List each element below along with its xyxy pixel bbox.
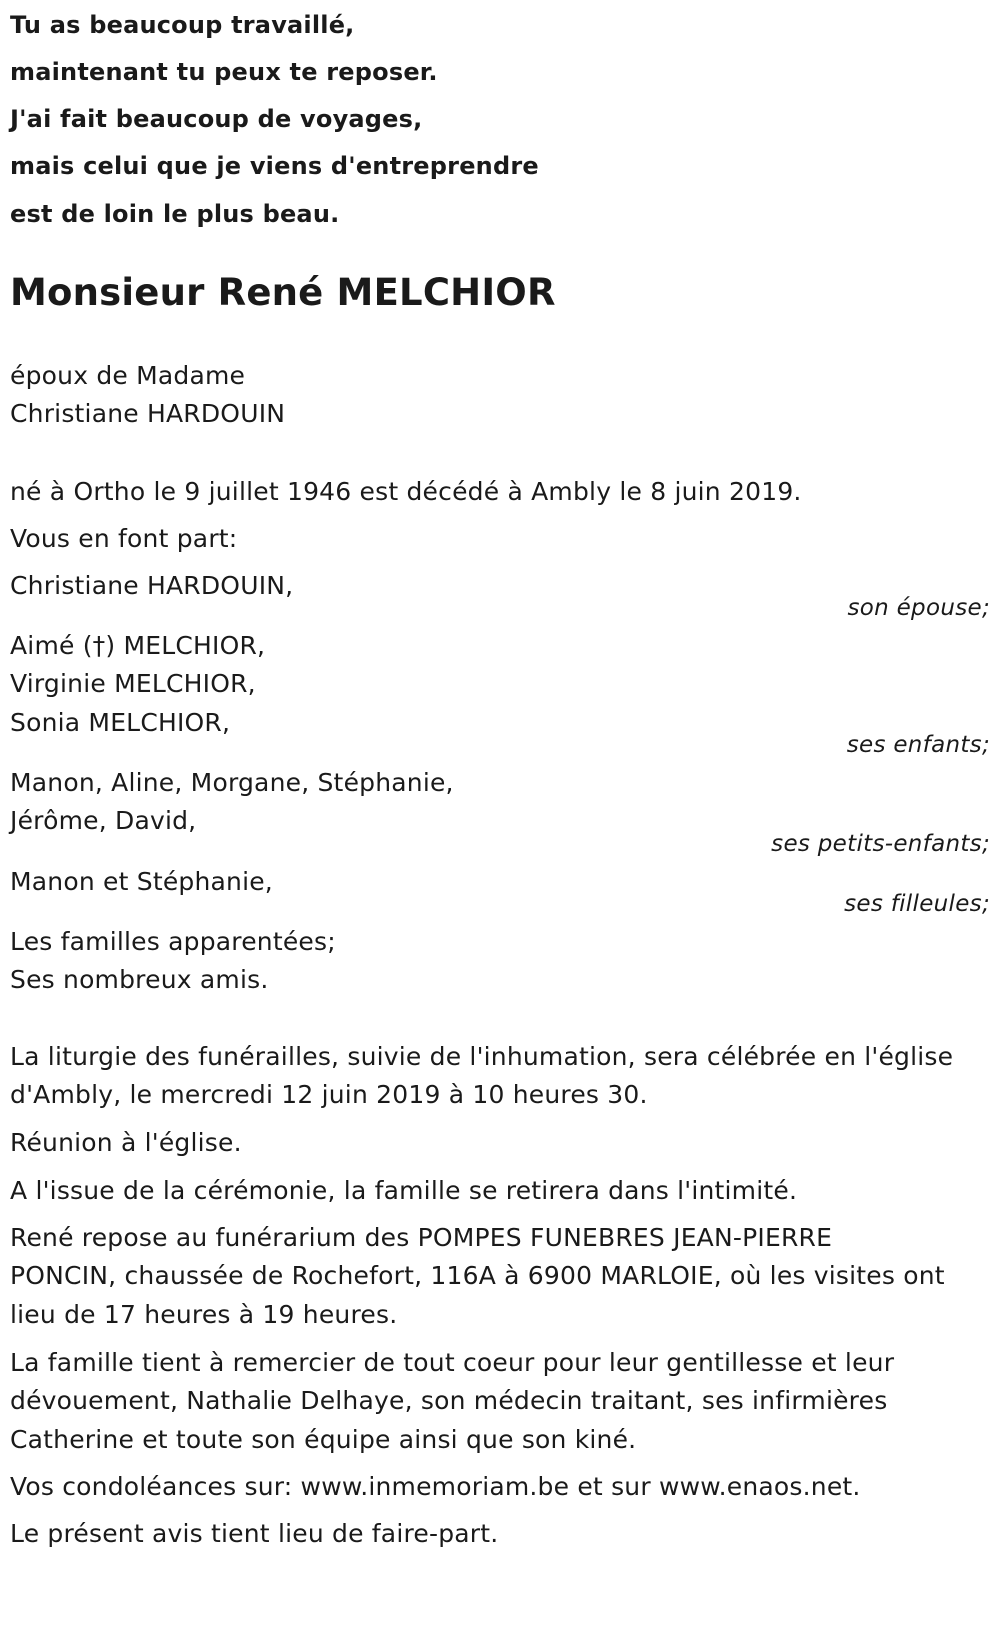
family-spouse-relation: son épouse;: [847, 595, 990, 621]
poem-line: J'ai fait beaucoup de voyages,: [10, 105, 423, 133]
poem-line: est de loin le plus beau.: [10, 200, 340, 228]
family-grandchildren: Jérôme, David,: [10, 806, 197, 835]
family-goddaughters-relation: ses filleules;: [844, 891, 990, 917]
condolences-line: Vos condoléances sur: www.inmemoriam.be et sur www.enaos.net.: [10, 1472, 861, 1501]
intimacy-line: A l'issue de la cérémonie, la famille se retirera dans l'intimité.: [10, 1176, 798, 1205]
spouse-line: Christiane HARDOUIN: [10, 399, 286, 428]
thanks-line: Catherine et toute son équipe ainsi que son kiné.: [10, 1425, 637, 1454]
poem-line: mais celui que je viens d'entreprendre: [10, 152, 539, 180]
family-others: Les familles apparentées;: [10, 927, 336, 956]
thanks-line: La famille tient à remercier de tout coeur pour leur gentillesse et leur: [10, 1348, 895, 1377]
poem-line: maintenant tu peux te reposer.: [10, 58, 438, 86]
family-grandchildren: Manon, Aline, Morgane, Stéphanie,: [10, 768, 454, 797]
spouse-line: époux de Madame: [10, 361, 246, 390]
family-grandchildren-relation: ses petits-enfants;: [771, 831, 990, 857]
rest-line: René repose au funérarium des POMPES FUNEBRES JEAN-PIERRE: [10, 1223, 833, 1252]
family-child: Sonia MELCHIOR,: [10, 708, 231, 737]
deceased-name: Monsieur René MELCHIOR: [10, 271, 556, 314]
family-children-relation: ses enfants;: [846, 732, 990, 758]
rest-line: PONCIN, chaussée de Rochefort, 116A à 6900 MARLOIE, où les visites ont: [10, 1261, 945, 1290]
birth-death-line: né à Ortho le 9 juillet 1946 est décédé à Ambly le 8 juin 2019.: [10, 477, 802, 506]
family-spouse-name: Christiane HARDOUIN,: [10, 571, 294, 600]
family-others: Ses nombreux amis.: [10, 965, 269, 994]
liturgy-line: d'Ambly, le mercredi 12 juin 2019 à 10 heures 30.: [10, 1080, 648, 1109]
family-goddaughters: Manon et Stéphanie,: [10, 867, 273, 896]
thanks-line: dévouement, Nathalie Delhaye, son médecin traitant, ses infirmières: [10, 1386, 888, 1415]
footer-line: Le présent avis tient lieu de faire-part.: [10, 1519, 499, 1548]
poem-line: Tu as beaucoup travaillé,: [10, 11, 355, 39]
meeting-line: Réunion à l'église.: [10, 1128, 242, 1157]
rest-line: lieu de 17 heures à 19 heures.: [10, 1300, 398, 1329]
announce-line: Vous en font part:: [10, 524, 238, 553]
family-child: Virginie MELCHIOR,: [10, 669, 256, 698]
family-child: Aimé (†) MELCHIOR,: [10, 631, 266, 660]
liturgy-line: La liturgie des funérailles, suivie de l'inhumation, sera célébrée en l'église: [10, 1042, 954, 1071]
